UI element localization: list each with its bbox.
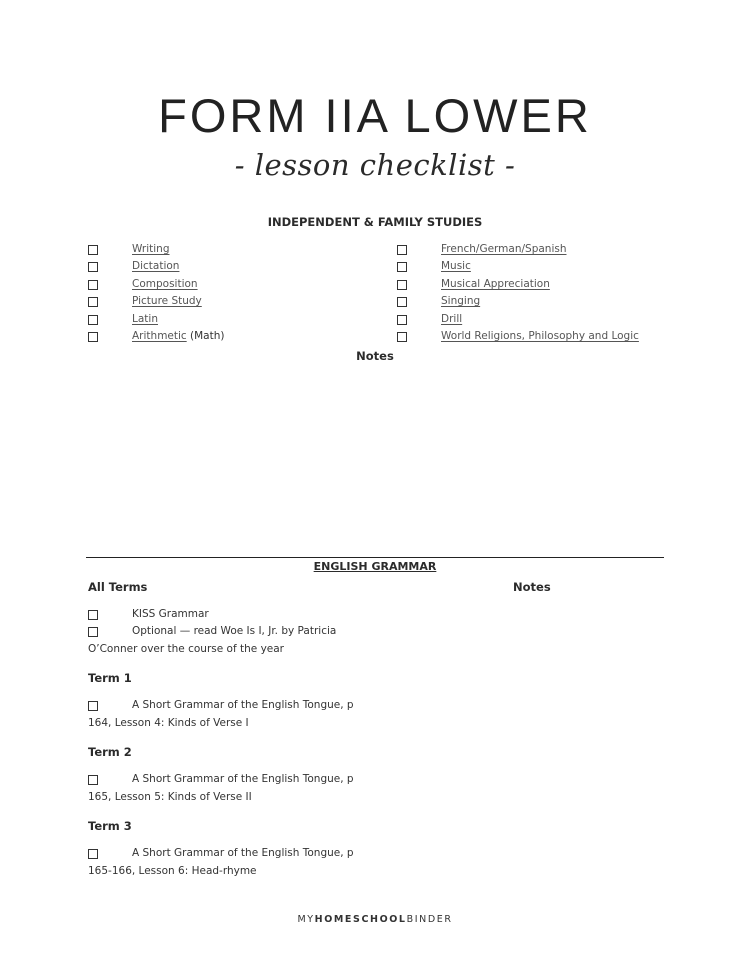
checklist-item (441, 278, 550, 290)
checkbox[interactable] (88, 627, 98, 637)
section-heading-independent: INDEPENDENT & FAMILY STUDIES (267, 215, 483, 229)
brand-part: BINDER (406, 914, 453, 925)
term-label: Term 1 (88, 671, 132, 685)
checkbox[interactable] (397, 332, 407, 342)
checkbox[interactable] (88, 262, 98, 272)
checkbox[interactable] (397, 315, 407, 325)
item-link[interactable]: Dictation (132, 260, 180, 272)
page-title: FORM IIA LOWER (158, 89, 592, 142)
item-link[interactable]: French/German/Spanish (441, 243, 567, 255)
checkbox[interactable] (397, 297, 407, 307)
item-link[interactable]: Musical Appreciation (441, 278, 550, 290)
checkbox[interactable] (88, 775, 98, 785)
checklist-item (132, 243, 170, 255)
checkbox[interactable] (88, 315, 98, 325)
item-link[interactable]: World Religions, Philosophy and Logic (441, 330, 639, 342)
grammar-notes-label: Notes (513, 580, 551, 594)
brand-part-bold: HOMESCHOOL (314, 914, 407, 925)
checklist-item (132, 330, 224, 342)
checklist-item (441, 295, 480, 307)
item-link[interactable]: Composition (132, 278, 198, 290)
checklist-item-continuation: 164, Lesson 4: Kinds of Verse I (88, 717, 249, 729)
checklist-item-text: KISS Grammar (132, 608, 209, 620)
checklist-item-text: A Short Grammar of the English Tongue, p (132, 699, 354, 711)
item-link[interactable]: Singing (441, 295, 481, 307)
checklist-item (441, 313, 462, 325)
checkbox[interactable] (88, 297, 98, 307)
checkbox[interactable] (88, 610, 98, 620)
section-heading-grammar: ENGLISH GRAMMAR (313, 560, 437, 573)
item-link[interactable]: Drill (441, 313, 463, 325)
checkbox[interactable] (397, 280, 407, 290)
checklist-item-text: A Short Grammar of the English Tongue, p (132, 847, 354, 859)
item-link[interactable]: Latin (132, 313, 158, 325)
item-link[interactable]: Writing (132, 243, 170, 255)
section-divider (86, 557, 664, 558)
checklist-item-continuation: O’Conner over the course of the year (88, 643, 284, 655)
checklist-item (132, 295, 202, 307)
term-label: Term 2 (88, 745, 132, 759)
checkbox[interactable] (397, 245, 407, 255)
checklist-item-continuation: 165, Lesson 5: Kinds of Verse II (88, 791, 252, 803)
item-link[interactable]: Music (441, 260, 471, 272)
checkbox[interactable] (88, 701, 98, 711)
checklist-item (132, 278, 198, 290)
item-link[interactable]: Picture Study (132, 295, 202, 307)
checkbox[interactable] (88, 849, 98, 859)
checklist-item (441, 260, 471, 272)
checklist-item-text: Optional — read Woe Is I, Jr. by Patricia (132, 625, 337, 637)
checkbox[interactable] (88, 245, 98, 255)
checklist-item (441, 243, 567, 255)
checklist-item (441, 330, 639, 342)
checklist-item-text: A Short Grammar of the English Tongue, p (132, 773, 354, 785)
footer-brand (0, 914, 750, 925)
brand-part: MY (297, 914, 315, 925)
item-link[interactable]: Arithmetic (132, 330, 187, 342)
notes-label: Notes (356, 349, 394, 363)
checkbox[interactable] (88, 280, 98, 290)
term-label: Term 3 (88, 819, 132, 833)
checklist-item (132, 313, 158, 325)
all-terms-label: All Terms (88, 580, 148, 594)
checkbox[interactable] (397, 262, 407, 272)
item-suffix: (Math) (186, 330, 225, 342)
checkbox[interactable] (88, 332, 98, 342)
checklist-item-continuation: 165-166, Lesson 6: Head-rhyme (88, 865, 257, 877)
checklist-item (132, 260, 179, 272)
page-subtitle: - lesson checklist - (234, 148, 516, 182)
